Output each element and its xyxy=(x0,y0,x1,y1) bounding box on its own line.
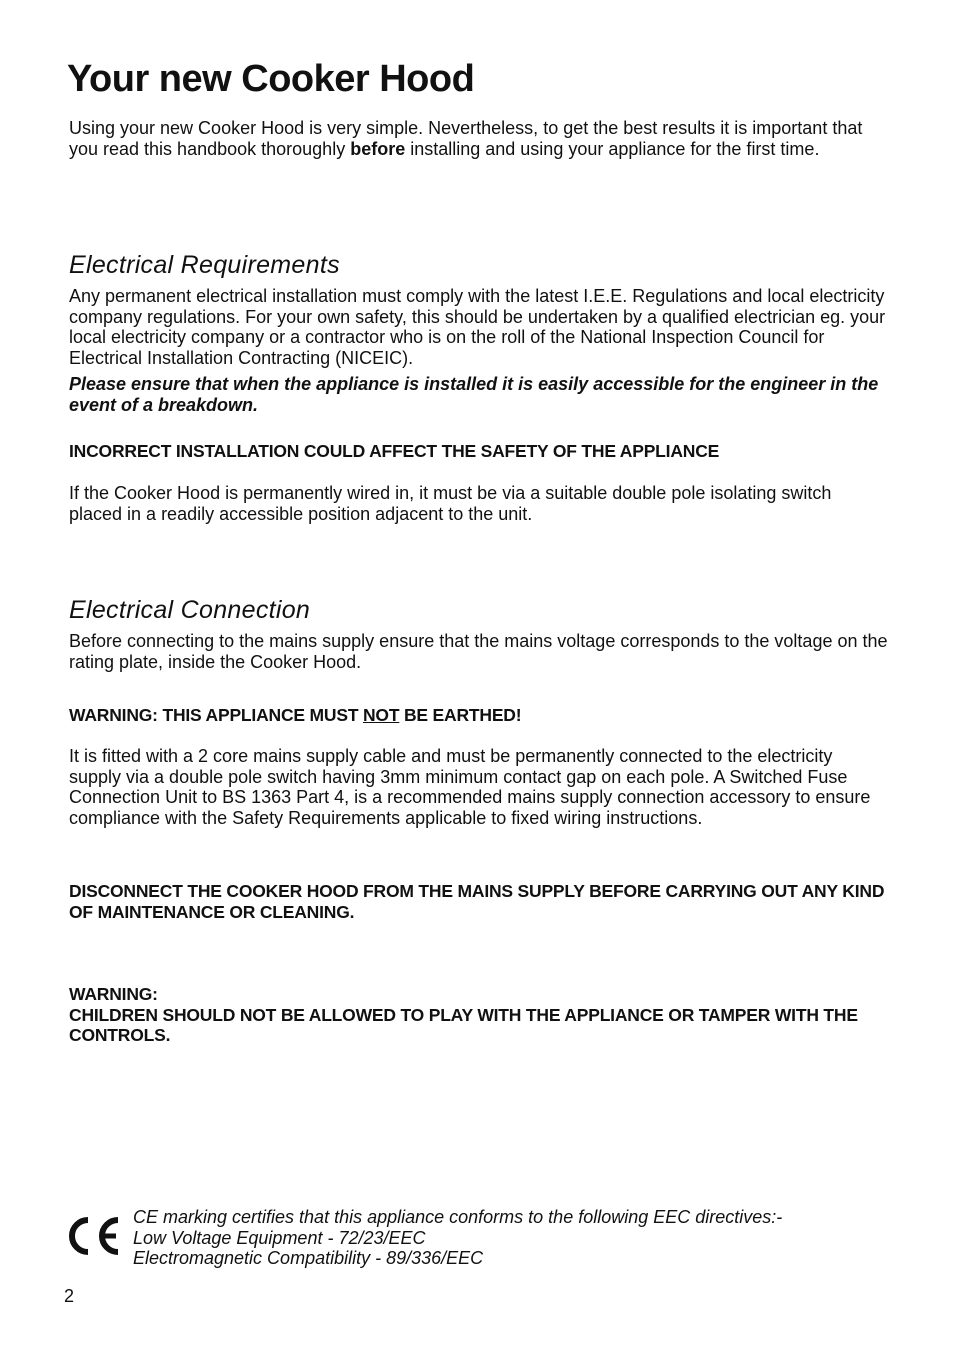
intro-bold-word: before xyxy=(350,138,406,159)
accessibility-note: Please ensure that when the appliance is installed it is easily accessible for the engineer in the event of a breakdown. xyxy=(69,374,879,415)
electrical-requirements-heading: Electrical Requirements xyxy=(69,251,340,279)
children-warning-label: WARNING: xyxy=(69,984,158,1004)
earthing-warning-start: WARNING: THIS APPLIANCE MUST xyxy=(69,705,363,725)
ce-statement xyxy=(133,1207,782,1269)
wiring-paragraph: If the Cooker Hood is permanently wired in, it must be via a suitable double pole isolating switch placed in a readily accessible position adjacent to the unit. xyxy=(69,483,832,524)
page-title: Your new Cooker Hood xyxy=(67,58,475,100)
earthing-warning-not: NOT xyxy=(362,705,400,725)
intro-text-start: Using your new Cooker Hood is very simple. Nevertheless, to get the best results it is important that you read this handbook thoroughly xyxy=(69,118,863,159)
children-warning-text: CHILDREN SHOULD NOT BE ALLOWED TO PLAY WITH THE APPLIANCE OR TAMPER WITH THE CONTROLS. xyxy=(69,1004,858,1046)
ce-line-directives: CE marking certifies that this appliance conforms to the following EEC directives:- xyxy=(133,1207,783,1227)
children-warning xyxy=(69,984,889,1046)
intro-text-end: installing and using your appliance for the first time. xyxy=(405,138,820,159)
electrical-connection-heading: Electrical Connection xyxy=(69,596,311,624)
disconnect-warning: DISCONNECT THE COOKER HOOD FROM THE MAINS SUPPLY BEFORE CARRYING OUT ANY KIND OF MAINTENANCE OR CLEANING. xyxy=(69,881,885,922)
earthing-warning-end: BE EARTHED! xyxy=(399,705,522,725)
cable-paragraph: It is fitted with a 2 core mains supply cable and must be permanently connected to the electricity supply via a double pole switch having 3mm minimum contact gap on each pole. A Switched Fuse Connection Unit to BS 1363 Part 4, is a recommended mains supply connection accessory to ensure compliance with the Safety Requirements applicable to fixed wiring instructions. xyxy=(69,746,871,828)
earthing-warning xyxy=(69,705,889,726)
ce-line-low-voltage: Low Voltage Equipment - 72/23/EEC xyxy=(133,1227,426,1248)
ce-line-emc: Electromagnetic Compatibility - 89/336/EEC xyxy=(133,1248,484,1269)
electrical-connection-body: Before connecting to the mains supply ensure that the mains voltage corresponds to the voltage on the rating plate, inside the Cooker Hood. xyxy=(69,631,888,672)
intro-paragraph xyxy=(69,118,889,159)
page-number: 2 xyxy=(64,1286,75,1306)
electrical-requirements-body: Any permanent electrical installation must comply with the latest I.E.E. Regulations and local electricity company regulations. For your own safety, this should be undertaken by a qualified electrician eg. your local electricity company or a contractor who is on the roll of the National Inspection Council for Electrical Installation Contracting (NICEIC). xyxy=(69,286,886,368)
ce-mark-icon xyxy=(63,1214,123,1258)
installation-warning: INCORRECT INSTALLATION COULD AFFECT THE SAFETY OF THE APPLIANCE xyxy=(69,441,720,461)
